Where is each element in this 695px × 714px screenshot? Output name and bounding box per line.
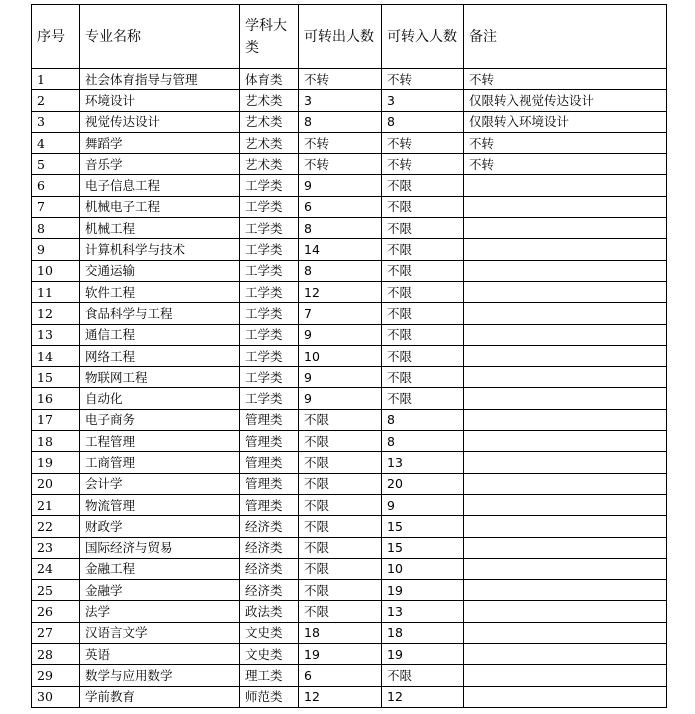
table-row [32, 516, 667, 537]
cell-remarks [464, 175, 667, 196]
cell-transfer-in: 9 [382, 494, 464, 515]
cell-remarks [464, 196, 667, 217]
cell-major-name: 通信工程 [80, 324, 240, 345]
cell-index: 16 [32, 388, 80, 409]
cell-major-name: 国际经济与贸易 [80, 537, 240, 558]
cell-transfer-out: 不限 [299, 409, 382, 430]
cell-transfer-in: 不转 [382, 154, 464, 175]
cell-discipline: 艺术类 [240, 132, 299, 153]
cell-discipline: 工学类 [240, 196, 299, 217]
header-discipline: 学科大类 [240, 5, 299, 69]
cell-discipline: 工学类 [240, 260, 299, 281]
cell-transfer-out: 9 [299, 388, 382, 409]
cell-remarks [464, 239, 667, 260]
table-row [32, 580, 667, 601]
cell-transfer-in: 10 [382, 558, 464, 579]
cell-remarks: 不转 [464, 69, 667, 90]
cell-major-name: 电子信息工程 [80, 175, 240, 196]
cell-transfer-in: 不限 [382, 218, 464, 239]
cell-transfer-in: 13 [382, 452, 464, 473]
cell-major-name: 汉语言文学 [80, 622, 240, 643]
cell-index: 26 [32, 601, 80, 622]
cell-remarks [464, 303, 667, 324]
cell-discipline: 政法类 [240, 601, 299, 622]
header-major-name: 专业名称 [80, 5, 240, 69]
cell-index: 3 [32, 111, 80, 132]
cell-major-name: 数学与应用数学 [80, 665, 240, 686]
cell-index: 10 [32, 260, 80, 281]
table-row [32, 601, 667, 622]
cell-remarks [464, 644, 667, 665]
cell-remarks [464, 281, 667, 302]
cell-transfer-out: 9 [299, 367, 382, 388]
cell-index: 20 [32, 473, 80, 494]
cell-discipline: 经济类 [240, 580, 299, 601]
cell-discipline: 文史类 [240, 622, 299, 643]
header-row [32, 5, 667, 69]
cell-remarks [464, 665, 667, 686]
cell-transfer-out: 不转 [299, 69, 382, 90]
cell-index: 21 [32, 494, 80, 515]
cell-major-name: 机械电子工程 [80, 196, 240, 217]
header-remarks: 备注 [464, 5, 667, 69]
cell-index: 4 [32, 132, 80, 153]
cell-remarks: 仅限转入视觉传达设计 [464, 90, 667, 111]
cell-remarks [464, 622, 667, 643]
cell-remarks [464, 516, 667, 537]
cell-major-name: 英语 [80, 644, 240, 665]
cell-transfer-out: 10 [299, 345, 382, 366]
cell-transfer-in: 不限 [382, 239, 464, 260]
cell-transfer-in: 不限 [382, 345, 464, 366]
cell-transfer-out: 不限 [299, 473, 382, 494]
cell-remarks [464, 345, 667, 366]
table-row [32, 452, 667, 473]
cell-transfer-in: 8 [382, 409, 464, 430]
cell-transfer-in: 19 [382, 644, 464, 665]
table-row [32, 303, 667, 324]
cell-index: 11 [32, 281, 80, 302]
cell-index: 29 [32, 665, 80, 686]
cell-transfer-out: 12 [299, 686, 382, 707]
cell-transfer-in: 不限 [382, 281, 464, 302]
cell-transfer-in: 8 [382, 111, 464, 132]
cell-transfer-out: 不限 [299, 558, 382, 579]
cell-transfer-out: 不转 [299, 132, 382, 153]
cell-transfer-out: 不限 [299, 601, 382, 622]
cell-remarks [464, 537, 667, 558]
table-row [32, 324, 667, 345]
cell-transfer-out: 6 [299, 665, 382, 686]
cell-transfer-in: 不限 [382, 388, 464, 409]
cell-transfer-in: 不限 [382, 665, 464, 686]
cell-transfer-out: 不限 [299, 537, 382, 558]
cell-discipline: 管理类 [240, 452, 299, 473]
cell-remarks: 不转 [464, 132, 667, 153]
cell-transfer-out: 3 [299, 90, 382, 111]
cell-major-name: 物流管理 [80, 494, 240, 515]
table-row [32, 537, 667, 558]
table-row [32, 409, 667, 430]
cell-transfer-out: 12 [299, 281, 382, 302]
cell-index: 1 [32, 69, 80, 90]
table-row [32, 644, 667, 665]
cell-major-name: 软件工程 [80, 281, 240, 302]
cell-transfer-in: 不限 [382, 175, 464, 196]
cell-major-name: 工程管理 [80, 431, 240, 452]
cell-transfer-out: 不限 [299, 452, 382, 473]
cell-major-name: 自动化 [80, 388, 240, 409]
cell-remarks [464, 580, 667, 601]
cell-discipline: 管理类 [240, 409, 299, 430]
cell-major-name: 法学 [80, 601, 240, 622]
cell-transfer-in: 15 [382, 537, 464, 558]
cell-index: 6 [32, 175, 80, 196]
table-row [32, 665, 667, 686]
cell-remarks [464, 324, 667, 345]
table-row [32, 154, 667, 175]
cell-remarks [464, 388, 667, 409]
cell-index: 22 [32, 516, 80, 537]
table-row [32, 473, 667, 494]
cell-major-name: 网络工程 [80, 345, 240, 366]
table-row [32, 239, 667, 260]
header-transfer-in: 可转入人数 [382, 5, 464, 69]
transfer-quota-table [31, 4, 667, 708]
cell-index: 30 [32, 686, 80, 707]
cell-transfer-in: 不限 [382, 260, 464, 281]
cell-transfer-in: 不转 [382, 132, 464, 153]
cell-index: 9 [32, 239, 80, 260]
cell-transfer-out: 不限 [299, 494, 382, 515]
table-row [32, 622, 667, 643]
table-row [32, 345, 667, 366]
cell-discipline: 工学类 [240, 175, 299, 196]
cell-major-name: 金融学 [80, 580, 240, 601]
table-row [32, 367, 667, 388]
cell-major-name: 金融工程 [80, 558, 240, 579]
cell-discipline: 工学类 [240, 367, 299, 388]
cell-transfer-in: 不限 [382, 367, 464, 388]
cell-transfer-in: 3 [382, 90, 464, 111]
cell-discipline: 艺术类 [240, 154, 299, 175]
cell-major-name: 社会体育指导与管理 [80, 69, 240, 90]
cell-index: 2 [32, 90, 80, 111]
cell-index: 28 [32, 644, 80, 665]
cell-remarks [464, 218, 667, 239]
cell-transfer-in: 不限 [382, 196, 464, 217]
cell-transfer-in: 不转 [382, 69, 464, 90]
cell-major-name: 食品科学与工程 [80, 303, 240, 324]
cell-discipline: 工学类 [240, 388, 299, 409]
cell-discipline: 经济类 [240, 516, 299, 537]
cell-discipline: 工学类 [240, 303, 299, 324]
cell-major-name: 计算机科学与技术 [80, 239, 240, 260]
cell-major-name: 交通运输 [80, 260, 240, 281]
cell-transfer-in: 13 [382, 601, 464, 622]
cell-major-name: 音乐学 [80, 154, 240, 175]
cell-discipline: 经济类 [240, 558, 299, 579]
cell-index: 18 [32, 431, 80, 452]
cell-index: 12 [32, 303, 80, 324]
cell-index: 19 [32, 452, 80, 473]
cell-remarks [464, 601, 667, 622]
cell-remarks [464, 473, 667, 494]
cell-remarks [464, 431, 667, 452]
cell-index: 13 [32, 324, 80, 345]
cell-transfer-in: 8 [382, 431, 464, 452]
cell-transfer-in: 19 [382, 580, 464, 601]
cell-discipline: 工学类 [240, 239, 299, 260]
cell-remarks [464, 558, 667, 579]
cell-index: 15 [32, 367, 80, 388]
table-row [32, 196, 667, 217]
cell-transfer-out: 不限 [299, 580, 382, 601]
table-row [32, 260, 667, 281]
cell-transfer-out: 18 [299, 622, 382, 643]
cell-discipline: 工学类 [240, 218, 299, 239]
cell-transfer-out: 8 [299, 218, 382, 239]
cell-remarks [464, 367, 667, 388]
cell-index: 17 [32, 409, 80, 430]
cell-major-name: 物联网工程 [80, 367, 240, 388]
cell-transfer-out: 9 [299, 175, 382, 196]
table-row [32, 175, 667, 196]
cell-index: 5 [32, 154, 80, 175]
cell-transfer-out: 7 [299, 303, 382, 324]
cell-index: 8 [32, 218, 80, 239]
table-row [32, 388, 667, 409]
table-row [32, 281, 667, 302]
cell-remarks: 不转 [464, 154, 667, 175]
cell-remarks: 仅限转入环境设计 [464, 111, 667, 132]
cell-remarks [464, 686, 667, 707]
cell-index: 27 [32, 622, 80, 643]
cell-transfer-out: 8 [299, 111, 382, 132]
cell-major-name: 环境设计 [80, 90, 240, 111]
cell-discipline: 工学类 [240, 345, 299, 366]
cell-remarks [464, 409, 667, 430]
cell-discipline: 管理类 [240, 473, 299, 494]
cell-major-name: 视觉传达设计 [80, 111, 240, 132]
cell-transfer-out: 19 [299, 644, 382, 665]
cell-transfer-out: 14 [299, 239, 382, 260]
cell-major-name: 舞蹈学 [80, 132, 240, 153]
cell-major-name: 学前教育 [80, 686, 240, 707]
cell-index: 25 [32, 580, 80, 601]
table-body [32, 69, 667, 708]
cell-discipline: 管理类 [240, 431, 299, 452]
table-row [32, 69, 667, 90]
cell-discipline: 体育类 [240, 69, 299, 90]
cell-discipline: 艺术类 [240, 111, 299, 132]
cell-remarks [464, 494, 667, 515]
cell-major-name: 财政学 [80, 516, 240, 537]
cell-transfer-in: 18 [382, 622, 464, 643]
cell-transfer-out: 不限 [299, 431, 382, 452]
table-row [32, 431, 667, 452]
header-transfer-out: 可转出人数 [299, 5, 382, 69]
cell-transfer-out: 9 [299, 324, 382, 345]
cell-transfer-in: 15 [382, 516, 464, 537]
cell-transfer-out: 不限 [299, 516, 382, 537]
cell-transfer-out: 6 [299, 196, 382, 217]
table-row [32, 90, 667, 111]
cell-transfer-out: 8 [299, 260, 382, 281]
cell-index: 24 [32, 558, 80, 579]
table-row [32, 686, 667, 707]
cell-discipline: 工学类 [240, 281, 299, 302]
cell-major-name: 电子商务 [80, 409, 240, 430]
cell-discipline: 经济类 [240, 537, 299, 558]
header-index: 序号 [32, 5, 80, 69]
cell-discipline: 理工类 [240, 665, 299, 686]
table-row [32, 218, 667, 239]
cell-discipline: 艺术类 [240, 90, 299, 111]
cell-major-name: 会计学 [80, 473, 240, 494]
cell-transfer-in: 不限 [382, 324, 464, 345]
cell-discipline: 师范类 [240, 686, 299, 707]
cell-index: 23 [32, 537, 80, 558]
table-row [32, 558, 667, 579]
cell-remarks [464, 452, 667, 473]
cell-discipline: 管理类 [240, 494, 299, 515]
table-row [32, 132, 667, 153]
cell-major-name: 工商管理 [80, 452, 240, 473]
cell-index: 14 [32, 345, 80, 366]
cell-major-name: 机械工程 [80, 218, 240, 239]
cell-index: 7 [32, 196, 80, 217]
cell-transfer-out: 不转 [299, 154, 382, 175]
table-row [32, 494, 667, 515]
cell-transfer-in: 不限 [382, 303, 464, 324]
cell-discipline: 工学类 [240, 324, 299, 345]
cell-remarks [464, 260, 667, 281]
cell-transfer-in: 20 [382, 473, 464, 494]
cell-discipline: 文史类 [240, 644, 299, 665]
cell-transfer-in: 12 [382, 686, 464, 707]
table-row [32, 111, 667, 132]
